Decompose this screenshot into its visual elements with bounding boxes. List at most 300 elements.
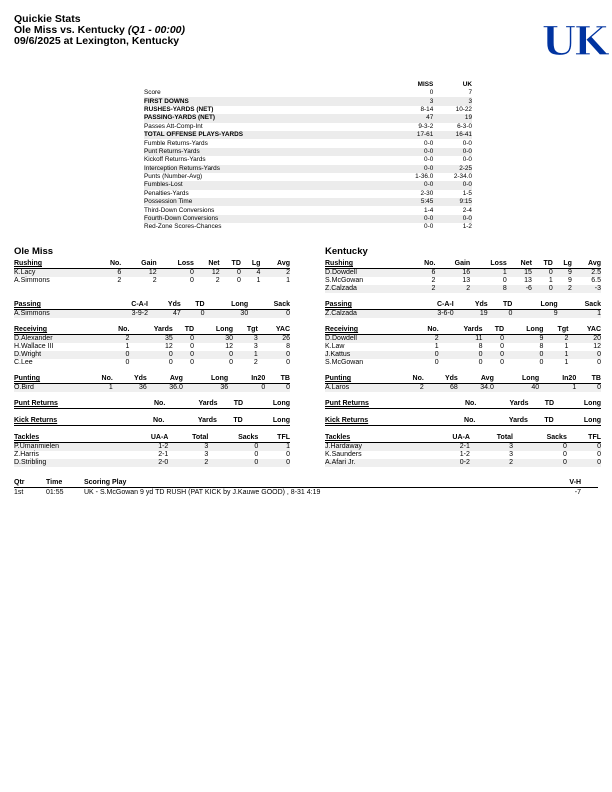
stat-value: 3	[204, 451, 209, 458]
section-header-row	[325, 325, 601, 335]
stat-value: 12	[121, 269, 156, 278]
stat-value: 20	[568, 335, 601, 344]
stat-value: 2	[470, 459, 513, 467]
player-row	[325, 443, 601, 452]
player-name: A.Simmons	[14, 310, 105, 319]
column-header: Yds	[424, 374, 458, 384]
stat-value: 9	[568, 277, 572, 284]
section-header-row	[14, 416, 290, 426]
stat-value: 1-2	[459, 451, 470, 458]
team-stat-label: Interception Returns-Yards	[144, 165, 372, 173]
player-name: J.Hardaway	[325, 443, 423, 452]
stat-value: 0	[532, 269, 553, 278]
player-row	[325, 269, 601, 278]
stat-value: 2	[117, 277, 122, 284]
column-header: In20	[539, 374, 576, 384]
column-header: TB	[576, 374, 601, 384]
column-header: Lg	[553, 259, 572, 269]
stat-value: 2.5	[572, 269, 601, 278]
stat-value: 4	[241, 269, 261, 278]
player-name: D.Wright	[14, 351, 104, 359]
team-name: Ole Miss	[14, 246, 54, 257]
column-header: TD	[532, 259, 553, 269]
stat-value: 2	[543, 335, 568, 344]
stat-value: 2	[253, 359, 258, 366]
stat-value: 0	[576, 384, 601, 393]
column-header: No.	[134, 399, 165, 409]
team-stat-miss: 47	[372, 114, 433, 122]
column-header: TD	[220, 259, 241, 269]
team-stat-uk: 0-0	[433, 148, 472, 156]
scoring-header	[14, 478, 598, 488]
stats-passing-table	[14, 300, 290, 318]
team-stat-label: Fumbles-Lost	[144, 181, 372, 189]
stats-punting-table	[325, 374, 601, 392]
player-name: K.Saunders	[325, 451, 362, 458]
stat-value: 0	[258, 351, 290, 359]
stat-value: 0	[168, 359, 173, 366]
stat-value: 8	[478, 343, 483, 350]
scoring-qtr: 1st	[14, 489, 24, 496]
column-header: TD	[488, 300, 513, 310]
column-header: No.	[83, 374, 113, 384]
stat-value: 0	[562, 451, 567, 458]
stat-value: 0	[265, 384, 290, 393]
stat-value: 34.0	[458, 384, 494, 393]
stat-value: 11	[439, 335, 483, 344]
stat-value: 0	[173, 351, 194, 359]
stat-value: 47	[148, 310, 181, 319]
team-stats-header	[144, 80, 472, 89]
player-name: K.Lacy	[14, 269, 96, 278]
column-header: TFL	[567, 433, 601, 443]
player-row	[14, 351, 290, 359]
stat-value: 30	[205, 310, 249, 319]
player-name: P.Umanmielen	[14, 443, 125, 452]
team-stat-miss: 2-30	[420, 189, 434, 197]
team-stat-label: Third-Down Conversions	[144, 206, 215, 214]
section-header-row	[325, 416, 601, 426]
section-header-row	[14, 374, 290, 384]
stat-value: 1	[558, 310, 601, 319]
stat-value: 0	[173, 335, 194, 344]
stat-value: 0	[513, 443, 567, 452]
section-header-row	[325, 433, 601, 443]
stat-value: 0	[488, 310, 513, 319]
column-header: Total	[470, 433, 513, 443]
stat-value: 0	[228, 384, 265, 393]
stat-value: 6	[410, 269, 435, 278]
column-header: Avg	[458, 374, 494, 384]
stat-value: 3	[233, 335, 258, 344]
section-title: Passing	[325, 300, 409, 310]
column-header: Sack	[558, 300, 601, 310]
team-stat-label: FIRST DOWNS	[144, 97, 372, 105]
stat-value: 0	[190, 343, 195, 350]
stat-value: 12	[194, 269, 220, 278]
column-header: TD	[483, 325, 504, 335]
stat-value: 68	[424, 384, 458, 393]
team-stat-label: Penalties-Yards	[144, 189, 189, 197]
team-stat-uk: 0-0	[433, 181, 472, 189]
stat-value: 0	[258, 459, 290, 467]
team-stat-label: Possession Time	[144, 198, 372, 206]
team-stat-uk: 0-0	[462, 156, 472, 164]
stat-value: 0	[478, 359, 483, 366]
stats-receiving-table	[325, 325, 601, 367]
stat-value: 1	[564, 359, 569, 366]
player-name: J.Kattus	[325, 351, 413, 359]
stat-value: 2	[394, 384, 424, 393]
team-stat-miss: 0-0	[372, 148, 433, 156]
player-row	[325, 459, 601, 467]
stat-value: 1	[256, 277, 261, 284]
team-stat-miss: 0-0	[424, 223, 434, 231]
team-stat-miss: 0-0	[424, 139, 434, 147]
column-header: In20	[228, 374, 265, 384]
section-title: Receiving	[325, 325, 413, 335]
player-row	[325, 451, 601, 459]
stat-value: 3	[470, 443, 513, 452]
player-row	[14, 277, 290, 285]
team-stat-label: Fumble Returns-Yards	[144, 139, 208, 147]
column-header: Yards	[439, 325, 483, 335]
section-title: Tackles	[14, 433, 125, 443]
column-header: Yards	[476, 399, 528, 409]
team-stat-uk: 1-5	[462, 189, 472, 197]
stat-value: 1	[83, 384, 113, 393]
column-header: TD	[173, 325, 194, 335]
stat-value: 1	[233, 351, 258, 359]
team-stat-miss: 0	[429, 89, 434, 97]
player-name: A.Simmons	[14, 277, 50, 284]
team-stat-row	[144, 215, 472, 223]
team-stat-row	[144, 190, 472, 198]
stat-value: 0	[248, 310, 290, 319]
column-header: Tgt	[233, 325, 258, 335]
column-header: Long	[554, 416, 601, 426]
section-header-row	[325, 399, 601, 409]
stat-value: 0	[539, 359, 544, 366]
stat-value: 13	[524, 277, 532, 284]
column-header: TD	[529, 399, 555, 409]
player-name: S.McGowan	[325, 277, 364, 284]
stats-punt-returns-table	[14, 399, 290, 409]
stat-value: 0-2	[423, 459, 470, 467]
stat-value: 0	[513, 459, 567, 467]
column-header: Yards	[164, 416, 217, 426]
stat-value: 12	[165, 343, 173, 350]
stat-value: 2	[431, 277, 436, 284]
player-name: S.McGowan	[325, 359, 364, 366]
team-stat-uk: 1-2	[462, 223, 472, 231]
player-name: D.Dowdell	[325, 335, 413, 344]
team-stat-row	[144, 148, 472, 156]
team-stat-label: PASSING-YARDS (NET)	[144, 114, 372, 122]
stat-value: 1	[434, 343, 439, 350]
team-stat-uk: 10-22	[455, 105, 472, 113]
stat-value: 1-2	[125, 443, 168, 452]
column-header: No.	[394, 374, 424, 384]
report-title: Quickie Stats	[14, 13, 81, 25]
spacer-row	[14, 285, 290, 293]
column-header: UA-A	[125, 433, 168, 443]
stat-value: 0	[104, 351, 130, 359]
column-header: Long	[504, 325, 543, 335]
stat-value: 0	[500, 359, 505, 366]
team-stat-miss: 5:45	[372, 198, 433, 206]
column-header: Yards	[475, 416, 528, 426]
stats-kick-returns-table	[14, 416, 290, 426]
section-header-row	[14, 399, 290, 409]
stat-value: 1	[564, 343, 569, 350]
stat-value: 35	[129, 335, 172, 344]
team-stats-col-uk: UK	[462, 81, 472, 88]
column-header: YAC	[568, 325, 601, 335]
stats-punting-table	[14, 374, 290, 392]
team-stat-row	[144, 156, 472, 164]
time-header: Time	[46, 478, 84, 488]
player-row	[14, 459, 290, 467]
player-row	[14, 269, 290, 278]
stat-value: 2-1	[158, 451, 169, 458]
team-stat-row	[144, 97, 472, 105]
column-header: Long	[512, 300, 557, 310]
stat-value: 0	[532, 285, 553, 293]
section-title: Punting	[325, 374, 394, 384]
stat-value: 0	[236, 277, 241, 284]
team-stat-miss: 0-0	[372, 215, 433, 223]
stat-value: 3	[253, 343, 258, 350]
team-stat-miss: 0-0	[372, 181, 433, 189]
stat-value: 1	[548, 277, 553, 284]
column-header: C-A-I	[409, 300, 453, 310]
column-header: Sacks	[513, 433, 567, 443]
section-header-row	[14, 325, 290, 335]
team-stat-label: RUSHES-YARDS (NET)	[144, 105, 214, 113]
stat-value: 0	[208, 443, 258, 452]
player-row	[325, 343, 601, 351]
player-row	[325, 285, 601, 293]
stat-value: 0	[208, 459, 258, 467]
stat-value: 2	[215, 277, 220, 284]
stat-value: 36.0	[147, 384, 183, 393]
player-row	[325, 359, 601, 367]
team-stat-miss: 0-0	[424, 156, 434, 164]
stat-value: 8	[539, 343, 544, 350]
column-header: No.	[133, 416, 164, 426]
uk-logo-text: UK	[541, 18, 606, 65]
section-title: Punt Returns	[325, 399, 445, 409]
stat-value: 2	[435, 285, 470, 293]
stat-value: 0	[286, 451, 290, 458]
player-row	[14, 359, 290, 367]
stat-value: 9	[512, 310, 557, 319]
stat-value: 0	[434, 359, 439, 366]
stat-value: 9	[504, 335, 543, 344]
player-name: O.Bird	[14, 384, 83, 393]
team-stat-row	[144, 181, 472, 189]
column-header: No.	[410, 259, 435, 269]
column-header: Long	[494, 374, 539, 384]
column-header: Lg	[241, 259, 261, 269]
stat-value: 0	[286, 359, 290, 366]
player-row	[325, 335, 601, 344]
team-stat-row	[144, 206, 472, 214]
player-name: H.Wallace III	[14, 343, 54, 350]
team-stat-uk: 19	[433, 114, 472, 122]
column-header: Net	[507, 259, 532, 269]
player-name: D.Dowdell	[325, 269, 410, 278]
stat-value: 0	[500, 343, 505, 350]
stats-tackles-table	[325, 433, 601, 467]
stats-punt-returns-table	[325, 399, 601, 409]
qtr-header: Qtr	[14, 478, 46, 488]
player-name: C.Lee	[14, 359, 33, 366]
column-header: Long	[194, 325, 233, 335]
stat-value: 2	[553, 285, 572, 293]
team-stat-uk: 0-0	[462, 139, 472, 147]
player-row	[14, 451, 290, 459]
team-stat-uk: 16-41	[433, 131, 472, 139]
stat-value: 0	[502, 277, 507, 284]
stat-value: 0	[254, 451, 259, 458]
stat-value: 2	[152, 277, 157, 284]
column-header: No.	[445, 399, 476, 409]
player-row	[325, 310, 601, 319]
team-stat-miss: 9-3-2	[418, 122, 434, 130]
stats-kick-returns-table	[325, 416, 601, 426]
team-stat-label: Punt Returns-Yards	[144, 148, 372, 156]
stat-value: -3	[572, 285, 601, 293]
stat-value: 13	[462, 277, 471, 284]
player-name: D.Stribling	[14, 459, 125, 467]
stat-value: 1	[258, 443, 290, 452]
stat-value: 8	[286, 343, 290, 350]
section-title: Kick Returns	[325, 416, 444, 426]
player-name: Z.Calzada	[325, 285, 410, 293]
team-stat-uk: 2-4	[462, 206, 472, 214]
player-name: A.Laros	[325, 384, 394, 393]
column-header: TD	[217, 416, 243, 426]
column-header: Yds	[113, 374, 147, 384]
player-row	[325, 351, 601, 359]
report-header	[14, 14, 185, 47]
player-row	[325, 277, 601, 285]
vh-header: V-H	[541, 478, 598, 488]
stat-value: 0	[597, 451, 601, 458]
column-header: Yards	[129, 325, 172, 335]
team-stat-row	[144, 223, 472, 231]
team-stat-miss: 1-36.0	[415, 173, 434, 181]
column-header: Sacks	[208, 433, 258, 443]
stat-value: 0	[157, 269, 194, 278]
stats-tackles-table	[14, 433, 290, 467]
column-header: TFL	[258, 433, 290, 443]
stat-value: 0	[220, 269, 241, 278]
stat-value: 1	[543, 351, 568, 359]
column-header: Long	[554, 399, 601, 409]
stat-value: 0	[181, 310, 205, 319]
stat-value: 16	[435, 269, 470, 278]
stat-value: 0	[567, 459, 601, 467]
stat-value: 6.5	[591, 277, 601, 284]
team-stat-uk: 2-25	[433, 165, 472, 173]
team-stat-row	[144, 165, 472, 173]
team-stat-label: TOTAL OFFENSE PLAYS-YARDS	[144, 131, 372, 139]
team-stat-miss: 17-61	[372, 131, 433, 139]
team-stat-row	[144, 139, 472, 147]
team-stat-row	[144, 198, 472, 206]
stat-value: -6	[507, 285, 532, 293]
stat-value: 0	[413, 351, 439, 359]
stat-value: 6	[96, 269, 122, 278]
stat-value: 0	[483, 351, 504, 359]
stat-value: 2	[410, 285, 435, 293]
stat-value: 2	[168, 459, 208, 467]
team-stat-label: Punts (Number-Avg)	[144, 173, 203, 181]
player-row	[14, 335, 290, 344]
column-header: TD	[181, 300, 205, 310]
stat-value: 12	[593, 343, 601, 350]
column-header: Yards	[165, 399, 217, 409]
scoring-row	[14, 488, 598, 498]
team-stat-row	[144, 89, 472, 97]
team-stat-miss: 3	[372, 97, 433, 105]
team-stat-row	[144, 114, 472, 122]
section-header-row	[325, 374, 601, 384]
column-header: TD	[218, 399, 244, 409]
stat-value: 26	[258, 335, 290, 344]
column-header: Gain	[435, 259, 470, 269]
column-header: Net	[194, 259, 220, 269]
stat-value: 0	[504, 351, 543, 359]
stat-value: 9	[553, 269, 572, 278]
team-stat-label: Score	[144, 89, 161, 97]
team-stat-uk: 9:15	[433, 198, 472, 206]
team-stat-uk: 0-0	[433, 215, 472, 223]
column-header: C-A-I	[105, 300, 148, 310]
section-header-row	[325, 300, 601, 310]
stat-value: 0	[229, 359, 233, 366]
stat-value: 1	[125, 343, 130, 350]
team-stat-uk: 6-3-0	[457, 122, 472, 130]
section-header-row	[14, 300, 290, 310]
scoring-play: UK - S.McGowan 9 yd TD RUSH (PAT KICK by J.Kauwe GOOD) , 8-31 4:19	[84, 489, 321, 496]
team-stat-miss: 0-0	[372, 165, 433, 173]
column-header: YAC	[258, 325, 290, 335]
section-header-row	[325, 259, 601, 269]
stat-value: 0	[567, 443, 601, 452]
column-header: Avg	[260, 259, 290, 269]
column-header: TB	[265, 374, 290, 384]
player-row	[325, 384, 601, 393]
column-header: No.	[96, 259, 122, 269]
column-header: No.	[104, 325, 130, 335]
stat-value: 1	[470, 269, 507, 278]
stat-value: 2	[260, 269, 290, 278]
team-stat-label: Fourth-Down Conversions	[144, 215, 372, 223]
spacer-cell	[14, 285, 290, 293]
stat-value: 0	[190, 277, 194, 284]
stat-value: 15	[507, 269, 532, 278]
section-header-row	[14, 433, 290, 443]
stat-value: 36	[113, 384, 147, 393]
section-title: Receiving	[14, 325, 104, 335]
player-row	[14, 443, 290, 452]
team-stats-table	[144, 80, 472, 232]
column-header: UA-A	[423, 433, 470, 443]
